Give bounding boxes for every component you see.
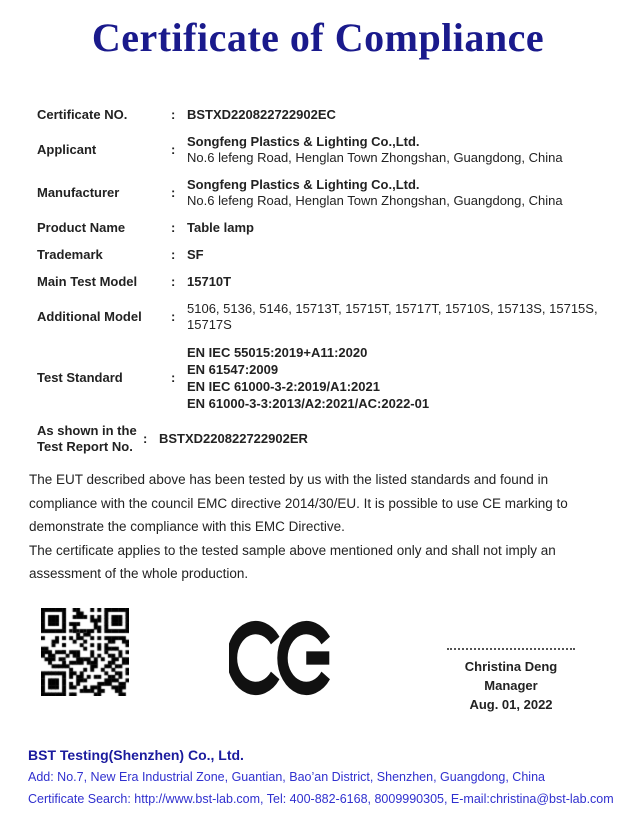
field-colon: : (171, 185, 176, 200)
test-standard-line: EN IEC 61000-3-2:2019/A1:2021 (187, 379, 380, 394)
trademark: SF (187, 247, 204, 262)
ce-mark-logo (229, 620, 333, 696)
field-colon: : (171, 247, 176, 262)
field-colon: : (171, 107, 176, 122)
signature-block (441, 648, 581, 714)
signature-dotted-line (447, 648, 575, 650)
main-test-model: 15710T (187, 274, 232, 289)
field-label-additional-model: Additional Model (37, 309, 142, 324)
field-colon: : (171, 142, 176, 157)
certificate-search-contact: Certificate Search: http://www.bst-lab.com, Tel: 400-882-6168, 8009990305, E-mail:christina@bst-lab.com (28, 792, 614, 806)
field-label-applicant: Applicant (37, 142, 97, 157)
field-row-applicant (37, 134, 612, 166)
footer (28, 747, 618, 814)
certificate-title: Certificate of Compliance (91, 15, 545, 60)
manufacturer-name: Songfeng Plastics & Lighting Co.,Ltd. (187, 177, 420, 192)
ce-letter-e-bar (306, 651, 329, 664)
applicant-name: Songfeng Plastics & Lighting Co.,Ltd. (187, 134, 420, 149)
field-label-main-test-model: Main Test Model (37, 274, 138, 289)
applicant-address: No.6 lefeng Road, Henglan Town Zhongshan, Guangdong, China (187, 150, 563, 165)
field-colon: : (143, 431, 148, 446)
signatory-name: Christina Deng (464, 659, 558, 674)
field-label-product-name: Product Name (37, 220, 126, 235)
field-row-additional-model (37, 301, 612, 333)
product-name: Table lamp (187, 220, 254, 235)
signatory-title: Manager (484, 678, 538, 693)
certificate-fields (37, 107, 612, 466)
field-row-main-test-model (37, 274, 612, 290)
field-colon: : (171, 274, 176, 289)
qr-code (41, 608, 129, 696)
statement-paragraph-2: The certificate applies to the tested sample above mentioned only and shall not imply an assessment of the whole production. (29, 542, 556, 581)
test-standard-line: EN IEC 55015:2019+A11:2020 (187, 345, 368, 360)
test-report-number: BSTXD220822722902ER (159, 431, 308, 446)
issuer-address: Add: No.7, New Era Industrial Zone, Guantian, Bao’an District, Shenzhen, Guangdong, China (28, 770, 545, 784)
issuer-company-name: BST Testing(Shenzhen) Co., Ltd. (28, 747, 244, 763)
field-label-test-report-no: As shown in the Test Report No. (37, 423, 137, 454)
field-row-manufacturer (37, 177, 612, 209)
test-standard-line: EN 61000-3-3:2013/A2:2021/AC:2022-01 (187, 396, 430, 411)
signature-date: Aug. 01, 2022 (469, 697, 553, 712)
field-row-certificate-no (37, 107, 612, 123)
field-label-certificate-no: Certificate NO. (37, 107, 128, 122)
ce-letter-c (232, 628, 275, 689)
statement-paragraph-1: The EUT described above has been tested by us with the listed standards and found in compliance with the council EMC directive 2014/30/EU. It is possible to use CE marking to demonstrate the compliance with this EMC Directive. (29, 472, 568, 534)
test-standard-line: EN 61547:2009 (187, 362, 279, 377)
marks-row (0, 598, 636, 738)
field-label-test-standard: Test Standard (37, 370, 123, 385)
manufacturer-address: No.6 lefeng Road, Henglan Town Zhongshan, Guangdong, China (187, 193, 563, 208)
field-colon: : (171, 220, 176, 235)
field-row-test-report-no (37, 423, 612, 455)
field-row-test-standard (37, 344, 612, 412)
compliance-statement (29, 468, 614, 586)
field-colon: : (171, 370, 176, 385)
field-colon: : (171, 309, 176, 324)
certificate-number: BSTXD220822722902EC (187, 107, 336, 122)
field-label-trademark: Trademark (37, 247, 103, 262)
additional-models: 5106, 5136, 5146, 15713T, 15715T, 15717T, 15710S, 15713S, 15715S, 15717S (187, 301, 598, 332)
field-row-trademark (37, 247, 612, 263)
field-row-product-name (37, 220, 612, 236)
field-label-manufacturer: Manufacturer (37, 185, 120, 200)
